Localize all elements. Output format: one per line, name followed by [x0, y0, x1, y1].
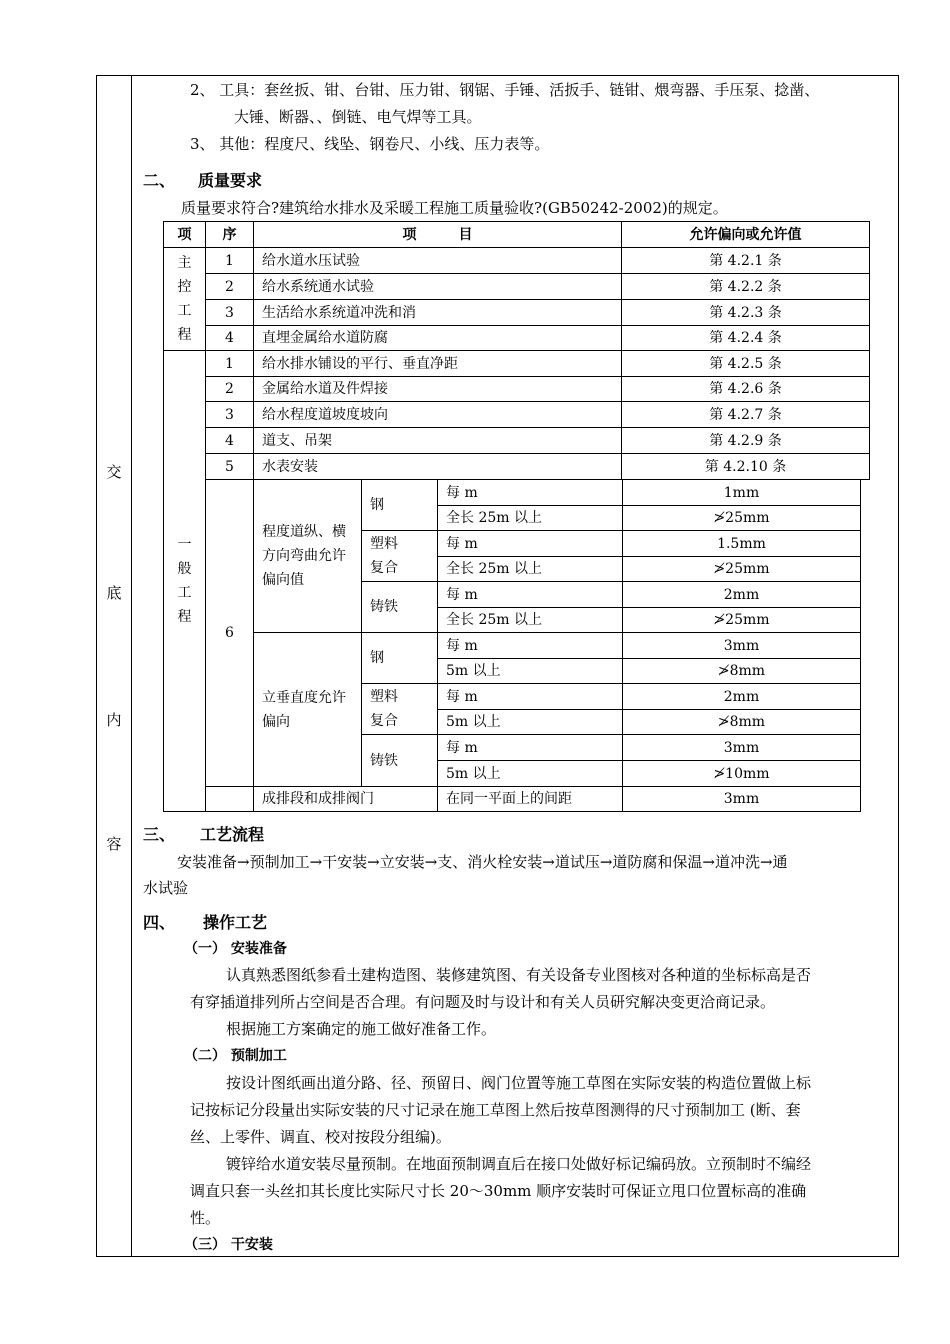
horizontal-deviation-label: 程度道纵、横方向弯曲允许偏向值 [253, 479, 362, 633]
condition-cell: 每 m [437, 734, 623, 761]
table-cell-value: 第 4.2.2 条 [621, 273, 870, 300]
paragraph-line: 根据施工方案确定的施工做好准备工作。 [226, 1020, 497, 1038]
process-flow-line: 安装准备→预制加工→干安装→立安装→支、消火栓安装→道试压→道防腐和保温→道冲洗→通 [177, 853, 788, 871]
table-cell-name: 给水道水压试验 [253, 247, 622, 274]
subsection-title: （二） 预制加工 [184, 1048, 287, 1064]
value-cell: 3mm [622, 786, 861, 812]
table-cell-name: 直埋金属给水道防腐 [253, 325, 622, 351]
material-plastic: 塑料复合 [361, 530, 438, 582]
table-cell-name: 生活给水系统道冲洗和消 [253, 299, 622, 326]
table-cell-value: 第 4.2.4 条 [621, 325, 870, 351]
paragraph-line: 丝、上零件、调直、校对按段分组编)。 [190, 1128, 451, 1146]
header-content: 项 目 [253, 221, 622, 248]
table-cell-seq: 3 [205, 401, 254, 428]
table-cell-name: 给水系统通水试验 [253, 273, 622, 300]
table-cell-value: 第 4.2.10 条 [621, 453, 870, 480]
header-value: 允许偏向或允许值 [621, 221, 870, 248]
value-cell: 1.5mm [622, 530, 861, 557]
material-steel: 钢 [361, 479, 438, 531]
value-cell: 3mm [622, 632, 861, 659]
process-flow-line: 水试验 [143, 879, 189, 897]
condition-cell: 5m 以上 [437, 709, 623, 735]
table-cell-name: 给水程度道坡度坡向 [253, 401, 622, 428]
table-cell-name: 给水排水铺设的平行、垂直净距 [253, 350, 622, 377]
paragraph-line: 记按标记分段量出实际安装的尺寸记录在施工草图上然后按草图测得的尺寸预制加工 (断、套 [190, 1101, 801, 1119]
value-cell: ≯25mm [622, 505, 861, 531]
side-label-char: 内 [106, 711, 122, 729]
section-title: 工艺流程 [200, 825, 265, 844]
value-cell: ≯25mm [622, 607, 861, 633]
table-cell-seq: 6 [205, 479, 254, 787]
table-cell-seq: 2 [205, 376, 254, 402]
condition-cell: 每 m [437, 530, 623, 557]
table-cell-seq: 1 [205, 350, 254, 377]
value-cell: ≯25mm [622, 556, 861, 582]
paragraph-line: 镀锌给水道安装尽量预制。在地面预制调直后在接口处做好标记编码放。立预制时不编经 [226, 1155, 812, 1173]
vertical-deviation-label: 立垂直度允许偏向 [253, 632, 362, 787]
condition-cell: 每 m [437, 683, 623, 710]
value-cell: 2mm [622, 683, 861, 710]
table-cell-seq: 3 [205, 299, 254, 326]
table-cell-seq: 4 [205, 427, 254, 454]
section-number: 四、 [143, 913, 176, 932]
tools-line: 2、 工具：套丝扳、钳、台钳、压力钳、钢锯、手锤、活扳手、链钳、煨弯器、手压泵、捻凿、 [190, 81, 820, 99]
tools-line: 大锤、断器、、倒链、电气焊等工具。 [234, 108, 482, 126]
condition-cell: 5m 以上 [437, 760, 623, 787]
section-title: 质量要求 [198, 171, 263, 190]
main-group-label: 主控工程 [163, 247, 206, 351]
header-seq: 序 [205, 221, 254, 248]
general-group-label: 一般工程 [163, 350, 206, 812]
side-label-char: 容 [106, 835, 122, 853]
subsection-title: （三） 干安装 [184, 1237, 273, 1253]
table-cell-name: 成排段和成排阀门 [253, 786, 438, 812]
material-steel: 钢 [361, 632, 438, 684]
header-item: 项 [163, 221, 206, 248]
value-cell: 2mm [622, 581, 861, 608]
table-cell-value: 第 4.2.7 条 [621, 401, 870, 428]
quality-intro: 质量要求符合?建筑给水排水及采暖工程施工质量验收?(GB50242-2002)的规定。 [181, 199, 728, 217]
condition-cell: 每 m [437, 581, 623, 608]
value-cell: ≯8mm [622, 658, 861, 684]
table-cell-seq: 1 [205, 247, 254, 274]
paragraph-line: 调直只套一头丝扣其长度比实际尺寸长 20～30mm 顺序安装时可保证立甩口位置标高的准确 [190, 1182, 807, 1200]
side-label-char: 底 [106, 584, 122, 602]
material-iron: 铸铁 [361, 734, 438, 787]
condition-cell: 在同一平面上的间距 [437, 786, 623, 812]
paragraph-line: 性。 [190, 1209, 221, 1227]
table-cell-name: 金属给水道及件焊接 [253, 376, 622, 402]
table-cell-value: 第 4.2.3 条 [621, 299, 870, 326]
subsection-title: （一） 安装准备 [184, 941, 287, 957]
condition-cell: 5m 以上 [437, 658, 623, 684]
paragraph-line: 认真熟悉图纸参看土建构造图、装修建筑图、有关设备专业图核对各种道的坐标标高是否 [226, 966, 812, 984]
table-cell-seq: 5 [205, 453, 254, 480]
other-tools-line: 3、 其他：程度尺、线坠、钢卷尺、小线、压力表等。 [190, 135, 550, 153]
material-plastic: 塑料复合 [361, 683, 438, 735]
value-cell: ≯10mm [622, 760, 861, 787]
table-cell-seq-empty [205, 786, 254, 812]
table-cell-seq: 2 [205, 273, 254, 300]
paragraph-line: 有穿插道排列所占空间是否合理。有问题及时与设计和有关人员研究解决变更洽商记录。 [190, 993, 776, 1011]
table-cell-name: 道支、吊架 [253, 427, 622, 454]
value-cell: 1mm [622, 479, 861, 506]
side-label-column [96, 75, 132, 1257]
condition-cell: 全长 25m 以上 [437, 505, 623, 531]
section-number: 二、 [143, 171, 176, 190]
condition-cell: 每 m [437, 632, 623, 659]
value-cell: 3mm [622, 734, 861, 761]
material-iron: 铸铁 [361, 581, 438, 633]
table-cell-value: 第 4.2.5 条 [621, 350, 870, 377]
section-number: 三、 [143, 825, 176, 844]
paragraph-line: 按设计图纸画出道分路、径、预留日、阀门位置等施工草图在实际安装的构造位置做上标 [226, 1074, 812, 1092]
condition-cell: 每 m [437, 479, 623, 506]
value-cell: ≯8mm [622, 709, 861, 735]
condition-cell: 全长 25m 以上 [437, 556, 623, 582]
table-cell-name: 水表安装 [253, 453, 622, 480]
table-cell-seq: 4 [205, 325, 254, 351]
condition-cell: 全长 25m 以上 [437, 607, 623, 633]
table-cell-value: 第 4.2.1 条 [621, 247, 870, 274]
table-cell-value: 第 4.2.9 条 [621, 427, 870, 454]
table-cell-value: 第 4.2.6 条 [621, 376, 870, 402]
side-label-char: 交 [106, 463, 122, 481]
section-title: 操作工艺 [203, 913, 268, 932]
